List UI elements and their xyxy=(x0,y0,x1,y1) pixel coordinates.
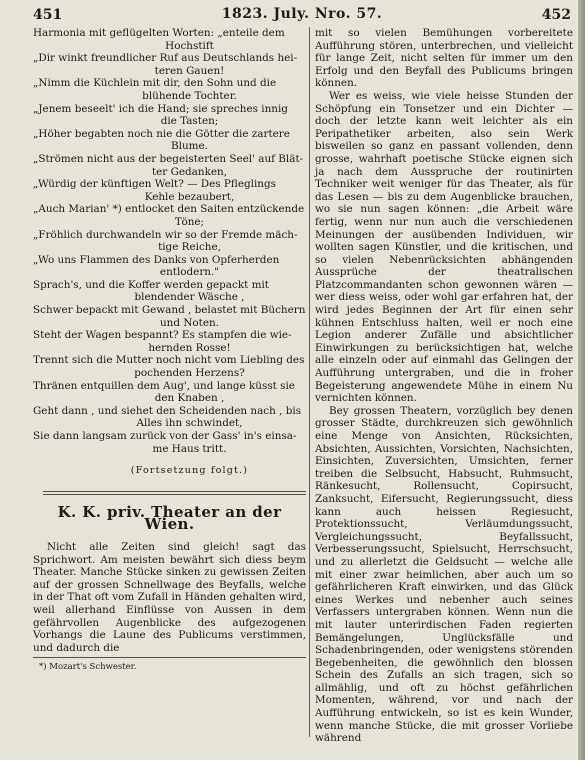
verse-line-continuation: blühende Tochter. xyxy=(142,89,237,102)
left-column xyxy=(33,27,306,674)
verse-line-text: „Dir winkt freundlicher Ruf aus Deutschlands hei- xyxy=(33,52,298,65)
verse-line-text: Sie dann langsam zurück von der Gass' in's einsa- xyxy=(33,430,297,442)
page-header xyxy=(33,5,571,27)
column-divider xyxy=(309,27,310,737)
verse-line-continuation: Hochstift xyxy=(165,39,214,52)
paragraph-3: Bey grossen Theatern, vorzüglich bey denen grosser Städte, durchkreuzen sich gewöhnlich eine Menge von Ansichten, Rücksichten, Absichten, Aussichten, Vorsichten, Nachsichten, Einsichten, Zuversichten, Umsichten, ferner treiben die Selbsucht, Habsucht, Ruhmsucht, Ränkesucht, Rollensucht, Copirsucht, Zanksucht, Eifersucht, Regierungssucht, diess kann auch heissen Regiesucht, Protektionssucht, Verläumdungssucht, Vergleichungssucht, Beyfallssucht, Verbesserungssucht, Spielsucht, Herrschsucht, und zu allerletzt die Geldsucht — welche alle mit einer zwar heimlichen, aber auch um so gefährlicheren Kraft einwirken, und das Glück eines Werkes und nebenher auch seines Verfassers untergraben können. Wenn nun die mit lauter unterirdischen Faden regierten Bemängelungen, Unglücksfälle und Schadenbringenden, oder wenigstens störenden Begebenheiten, die gewöhnlich den blossen Schein des Zufalls an sich tragen, sich so allmählig, und oft zu höchst gefährlichen Momenten, während, vor und nach der Aufführung entwickeln, so ist es kein Wunder, wenn manche Stücke, die mit grosser Vorliebe während xyxy=(315,404,573,745)
verse-line xyxy=(33,229,306,254)
footnote-rule xyxy=(33,657,306,658)
verse-line xyxy=(33,254,306,279)
verse-line-continuation: Töne; xyxy=(174,215,205,228)
verse-line xyxy=(33,203,306,228)
verse-line-text: „Jenem beseelt' ich die Hand; sie spreches innig xyxy=(33,102,288,115)
verse-line-text: „Höher begabten noch nie die Götter die zartere xyxy=(33,127,290,140)
verse-line-continuation: tige Reiche, xyxy=(158,241,221,254)
footnote: *) Mozart's Schwester. xyxy=(39,662,137,673)
verse-line xyxy=(33,405,306,430)
verse-line xyxy=(33,380,306,405)
verse-line-text: Schwer bepackt mit Gewand , belastet mit Büchern xyxy=(33,304,306,317)
theater-article-intro: Nicht alle Zeiten sind gleich! sagt das Sprichwort. Am meisten bewährt sich diess beym Theater. Manche Stücke sinken zu gewissen Zeiten auf der grossen Schnellwage des Beyfalls, welche in der That oft vom Zufall in Händen gehalten wird, weil allerhand Einflüsse von Aussen in dem gefährvollen Augenblicke des aufgezogenen Vorhangs die Laune des Publicums verstimmen, und dadurch die xyxy=(33,540,306,654)
section-title: K. K. priv. Theater an der Wien. xyxy=(57,502,282,534)
verse-line xyxy=(33,103,306,128)
verse-line-text: Geht dann , und siehet den Scheidenden nach , bis xyxy=(33,404,302,417)
verse-line xyxy=(33,128,306,153)
verse-line-continuation: die Tasten; xyxy=(160,115,219,128)
verse-line-text: Sprach's, und die Koffer werden gepackt mit xyxy=(33,278,269,291)
verse-line-text: „Würdig der künftigen Welt? — Des Pfleglings xyxy=(33,178,276,191)
verse-line-text: „Wo uns Flammen des Danks von Opferherden xyxy=(33,253,280,266)
verse-line xyxy=(33,304,306,329)
verse-line-continuation: me Haus tritt. xyxy=(152,442,227,455)
verse-line-text: „Auch Marian' *) entlocket den Saiten entzückende xyxy=(33,203,305,216)
verse-line xyxy=(33,430,306,455)
verse-line-continuation: Alles ihn schwindet, xyxy=(136,417,243,430)
verse-line-continuation: blendender Wäsche , xyxy=(134,291,245,304)
page-edge-shadow xyxy=(578,0,585,760)
verse-line-text: „Nimm die Küchlein mit dir, den Sohn und die xyxy=(33,77,277,90)
verse-line-continuation: ter Gedanken, xyxy=(151,165,228,178)
verse-line-text: „Strömen nicht aus der begeisterten Seel' auf Blät- xyxy=(33,152,304,165)
page-number-right: 452 xyxy=(541,7,571,23)
right-column xyxy=(315,27,573,745)
verse-line-text: „Fröhlich durchwandeln wir so der Fremde mäch- xyxy=(33,228,298,241)
verse-line xyxy=(33,153,306,178)
text-columns xyxy=(33,27,571,760)
verse-line-continuation: Blume. xyxy=(171,140,208,153)
section-rule-top xyxy=(43,491,306,492)
verse-line xyxy=(33,354,306,379)
verse-line xyxy=(33,77,306,102)
poem-verses xyxy=(33,27,306,455)
verse-line xyxy=(33,27,306,52)
continuation-note: (Fortsetzung folgt.) xyxy=(130,465,249,477)
paragraph-continuation: mit so vielen Bemühungen vorbereitete Aufführung stören, unterbrechen, und vielleicht für lange Zeit, nicht selten für immer um den Erfolg und den Beyfall des Publicums bringen können. xyxy=(315,27,573,90)
verse-line-continuation: pochenden Herzens? xyxy=(134,367,245,380)
verse-line-continuation: entlodern." xyxy=(159,266,220,279)
verse-line-continuation: hernden Rosse! xyxy=(148,341,231,354)
verse-line-text: Steht der Wagen bespannt? Es stampfen die wie- xyxy=(33,329,292,342)
verse-line xyxy=(33,279,306,304)
verse-line-text: Trennt sich die Mutter noch nicht vom Liebling des xyxy=(33,354,305,367)
verse-line-text: Thränen entquillen dem Aug', und lange küsst sie xyxy=(33,379,295,392)
verse-line-continuation: Kehle bezaubert, xyxy=(144,190,235,203)
verse-line-continuation: und Noten. xyxy=(159,316,219,329)
verse-line xyxy=(33,329,306,354)
section-rule-bottom xyxy=(43,494,306,495)
issue-date: 1823. July. Nro. 57. xyxy=(221,6,383,22)
verse-line-text: Harmonia mit geflügelten Worten: „enteile dem xyxy=(33,27,285,39)
verse-line-continuation: den Knaben , xyxy=(154,392,225,405)
verse-line xyxy=(33,52,306,77)
paragraph-2: Wer es weiss, wie viele heisse Stunden der Schöpfung ein Tonsetzer und ein Dichter — doch der letzte kann weit leichter als ein Peripathetiker arbeiten, also sein Werk bisweilen so ganz en passant vollenden, denn grosse, wahrhaft poetische Stücke eignen sich ja nach dem Ausspruche der routinirten Techniker weit weniger für das Theater, als für das Lesen — bis zu dem Augenblicke brauchen, wo sie nun sagen können: „die Arbeit wäre fertig, wenn nur nun auch die verschiedenen Meinungen der ausübenden Individuen, wir wollten sagen Künstler, und die kritischen, und so vielen Nebenrücksichten abhängenden Aussprüche der theatralischen Platzcommandanten schon gewonnen wären — wer diess weiss, oder wohl gar erfahren hat, der wird jedes Beginnen der Art für einen sehr kühnen Entschluss halten, weil er noch eine Legion anderer Zufälle und absichtlicher Einwirkungen zu berücksichtigen hat, welche alle einzeln oder auf einmahl das Gelingen der Aufführung untergraben, und die in froher Begeisterung angewendete Mühe in einem Nu vernichten können. xyxy=(315,89,573,405)
verse-line-continuation: teren Gauen! xyxy=(154,64,225,77)
verse-line xyxy=(33,178,306,203)
page-number-left: 451 xyxy=(33,7,63,23)
